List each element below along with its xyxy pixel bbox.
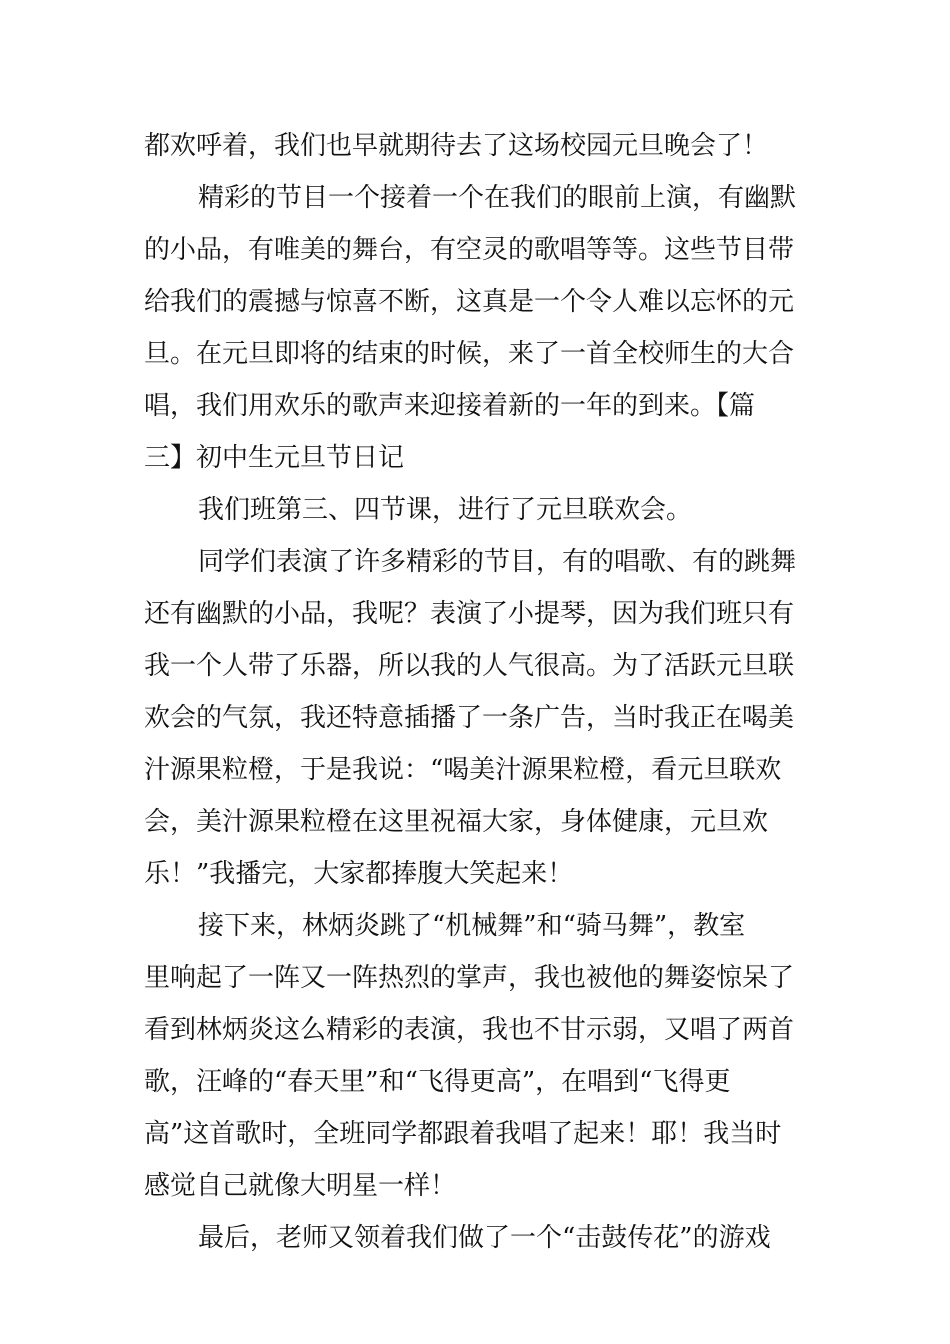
text-line: 精彩的节目一个接着一个在我们的眼前上演，有幽默	[198, 183, 797, 213]
text-line: 最后，老师又领着我们做了一个“击鼓传花”的游戏	[198, 1223, 771, 1253]
text-line: 唱，我们用欢乐的歌声来迎接着新的一年的到来。【篇	[144, 391, 756, 421]
text-line: 看到林炳炎这么精彩的表演，我也不甘示弱，又唱了两首	[144, 1015, 795, 1045]
text-line: 乐！”我播完，大家都捧腹大笑起来！	[144, 859, 574, 889]
text-line: 的小品，有唯美的舞台，有空灵的歌唱等等。这些节目带	[144, 235, 795, 265]
text-line: 里响起了一阵又一阵热烈的掌声，我也被他的舞姿惊呆了	[144, 963, 795, 993]
text-line: 旦。在元旦即将的结束的时候，来了一首全校师生的大合	[144, 339, 795, 369]
text-line: 我们班第三、四节课，进行了元旦联欢会。	[198, 495, 693, 525]
text-line: 给我们的震撼与惊喜不断，这真是一个令人难以忘怀的元	[144, 287, 795, 317]
text-line: 三】初中生元旦节日记	[144, 443, 405, 473]
text-line: 歌，汪峰的“春天里”和“飞得更高”，在唱到“飞得更	[144, 1067, 731, 1097]
text-line: 会，美汁源果粒橙在这里祝福大家，身体健康，元旦欢	[144, 807, 769, 837]
text-line: 高”这首歌时，全班同学都跟着我唱了起来！耶！我当时	[144, 1119, 782, 1149]
text-line: 还有幽默的小品，我呢？表演了小提琴，因为我们班只有	[144, 599, 795, 629]
text-line: 欢会的气氛，我还特意插播了一条广告，当时我正在喝美	[144, 703, 795, 733]
text-line: 汁源果粒橙，于是我说：“喝美汁源果粒橙，看元旦联欢	[144, 755, 782, 785]
text-line: 感觉自己就像大明星一样！	[144, 1171, 457, 1201]
text-line: 我一个人带了乐器，所以我的人气很高。为了活跃元旦联	[144, 651, 795, 681]
text-line: 同学们表演了许多精彩的节目，有的唱歌、有的跳舞	[198, 547, 797, 577]
text-line: 都欢呼着，我们也早就期待去了这场校园元旦晚会了！	[144, 131, 769, 161]
text-line: 接下来，林炳炎跳了“机械舞”和“骑马舞”，教室	[198, 911, 746, 941]
